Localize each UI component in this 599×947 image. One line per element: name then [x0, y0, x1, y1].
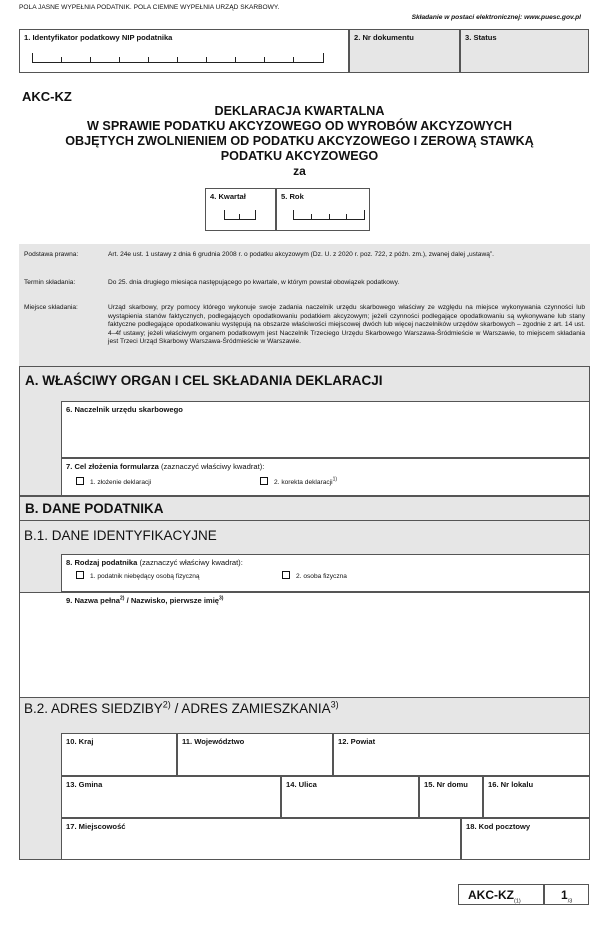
quarter-field[interactable]: [205, 188, 276, 231]
country-field[interactable]: [61, 733, 177, 776]
legal-basis-key: Podstawa prawna:: [24, 251, 79, 258]
purpose-field: [61, 458, 590, 496]
year-label: 5. Rok: [281, 192, 304, 201]
footer-code: AKC-KZ: [468, 888, 514, 902]
county-label: 12. Powiat: [338, 737, 376, 746]
doc-number-field: [349, 29, 460, 73]
county-field[interactable]: [333, 733, 590, 776]
tax-office-label: 6. Naczelnik urzędu skarbowego: [66, 405, 183, 414]
option-submission[interactable]: 1. złożenie deklaracji: [76, 478, 151, 486]
city-field[interactable]: [61, 818, 461, 860]
form-code: AKC-KZ: [22, 89, 72, 104]
municipality-field[interactable]: [61, 776, 281, 818]
top-note: POLA JASNE WYPEŁNIA PODATNIK. POLA CIEMNE WYPEŁNIA URZĄD SKARBOWY.: [19, 4, 280, 11]
purpose-label: 7. Cel złożenia formularza (zaznaczyć właściwy kwadrat):: [66, 462, 265, 471]
house-number-field[interactable]: [419, 776, 483, 818]
electronic-note: Składanie w postaci elektronicznej: www.puesc.gov.pl: [411, 14, 581, 21]
full-name-field[interactable]: [19, 592, 590, 698]
house-number-label: 15. Nr domu: [424, 780, 468, 789]
title-line-4: PODATKU AKCYZOWEGO: [220, 149, 379, 163]
option-correction[interactable]: 2. korekta deklaracji$^{1)}$: [260, 478, 337, 486]
quarter-label: 4. Kwartał: [210, 192, 246, 201]
full-name-label: 9. Nazwa pełna$^{2)}$ / Nazwisko, pierwsze imię$^{3)}$: [66, 595, 224, 605]
voivodeship-field[interactable]: [177, 733, 333, 776]
taxpayer-type-field: [61, 554, 590, 592]
title-line-3: OBJĘTYCH ZWOLNIENIEM OD PODATKU AKCYZOWEGO I ZEROWĄ STAWKĄ: [65, 134, 534, 148]
option-natural-person[interactable]: 2. osoba fizyczna: [282, 572, 347, 580]
postal-code-field[interactable]: [461, 818, 590, 860]
checkbox[interactable]: [76, 477, 84, 485]
postal-code-label: 18. Kod pocztowy: [466, 822, 531, 831]
title-line-2: W SPRAWIE PODATKU AKCYZOWEGO OD WYROBÓW AKCYZOWYCH: [87, 119, 512, 133]
b2-title: B.2. ADRES SIEDZIBY$^{2)}$ / ADRES ZAMIESZKANIA$^{3)}$: [24, 699, 339, 716]
country-label: 10. Kraj: [66, 737, 94, 746]
footer-variant: (1): [514, 898, 521, 905]
deadline-value: Do 25. dnia drugiego miesiąca następującego po kwartale, w którym powstał obowiązek podatkowy.: [108, 279, 400, 286]
checkbox[interactable]: [282, 571, 290, 579]
apartment-number-label: 16. Nr lokalu: [488, 780, 534, 789]
quarter-boxes: [224, 210, 256, 220]
form-title: [0, 104, 599, 179]
city-label: 17. Miejscowość: [66, 822, 126, 831]
footer-form-code: [458, 884, 544, 905]
year-boxes: [293, 210, 365, 220]
page-number: 1: [561, 888, 568, 902]
year-field[interactable]: [276, 188, 370, 231]
municipality-label: 13. Gmina: [66, 780, 103, 789]
section-a-title: A. WŁAŚCIWY ORGAN I CEL SKŁADANIA DEKLARACJI: [25, 373, 383, 388]
page-total: /3: [567, 898, 573, 905]
place-value: Urząd skarbowy, przy pomocy którego wykonuje swoje zadania naczelnik urzędu skarbowego właściwy ze względu na miejsce wykonywania czynności lub wystąpienia stanów faktycznych, podlegających opodatkowaniu podatkiem akcyzowym; jeżeli czynności podlegające opodatkowaniu są wykonywane lub stany faktyczne podlegające opodatkowaniu występują na obszarze właściwości miejscowej dwóch lub więcej naczelników urzędów skarbowych – zgodnie z art. 14 ust. 4–4f ustawy; jeżeli właściwym organem podatkowym jest Naczelnik Trzeciego Urzędu Skarbowego Warszawa-Śródmieście w Warszawie, to miejscem składania jest Trzeci Urząd Skarbowy Warszawa-Śródmieście w Warszawie.: [108, 304, 585, 346]
street-label: 14. Ulica: [286, 780, 317, 789]
doc-number-label: 2. Nr dokumentu: [354, 33, 414, 42]
nip-label: 1. Identyfikator podatkowy NIP podatnika: [24, 33, 173, 42]
status-label: 3. Status: [465, 33, 497, 42]
title-line-1: DEKLARACJA KWARTALNA: [214, 104, 385, 118]
option-non-natural-person[interactable]: 1. podatnik niebędący osobą fizyczną: [76, 572, 200, 580]
legal-basis-value: Art. 24e ust. 1 ustawy z dnia 6 grudnia 2008 r. o podatku akcyzowym (Dz. U. z 2020 r. poz. 722, z późn. zm.), zwanej dalej „ustawą”.: [108, 251, 494, 258]
status-field: [460, 29, 589, 73]
b1-title: B.1. DANE IDENTYFIKACYJNE: [24, 528, 217, 543]
checkbox[interactable]: [76, 571, 84, 579]
divider: [19, 520, 590, 521]
taxpayer-type-label: 8. Rodzaj podatnika (zaznaczyć właściwy kwadrat):: [66, 558, 243, 567]
deadline-key: Termin składania:: [24, 279, 76, 286]
voivodeship-label: 11. Województwo: [182, 737, 245, 746]
nip-digit-boxes: [32, 53, 324, 63]
place-key: Miejsce składania:: [24, 304, 78, 311]
apartment-number-field[interactable]: [483, 776, 590, 818]
checkbox[interactable]: [260, 477, 268, 485]
footer-page: [544, 884, 589, 905]
tax-office-field[interactable]: [61, 401, 590, 458]
title-za: za: [293, 164, 306, 178]
street-field[interactable]: [281, 776, 419, 818]
section-b-title: B. DANE PODATNIKA: [25, 501, 164, 516]
nip-field[interactable]: [19, 29, 349, 73]
